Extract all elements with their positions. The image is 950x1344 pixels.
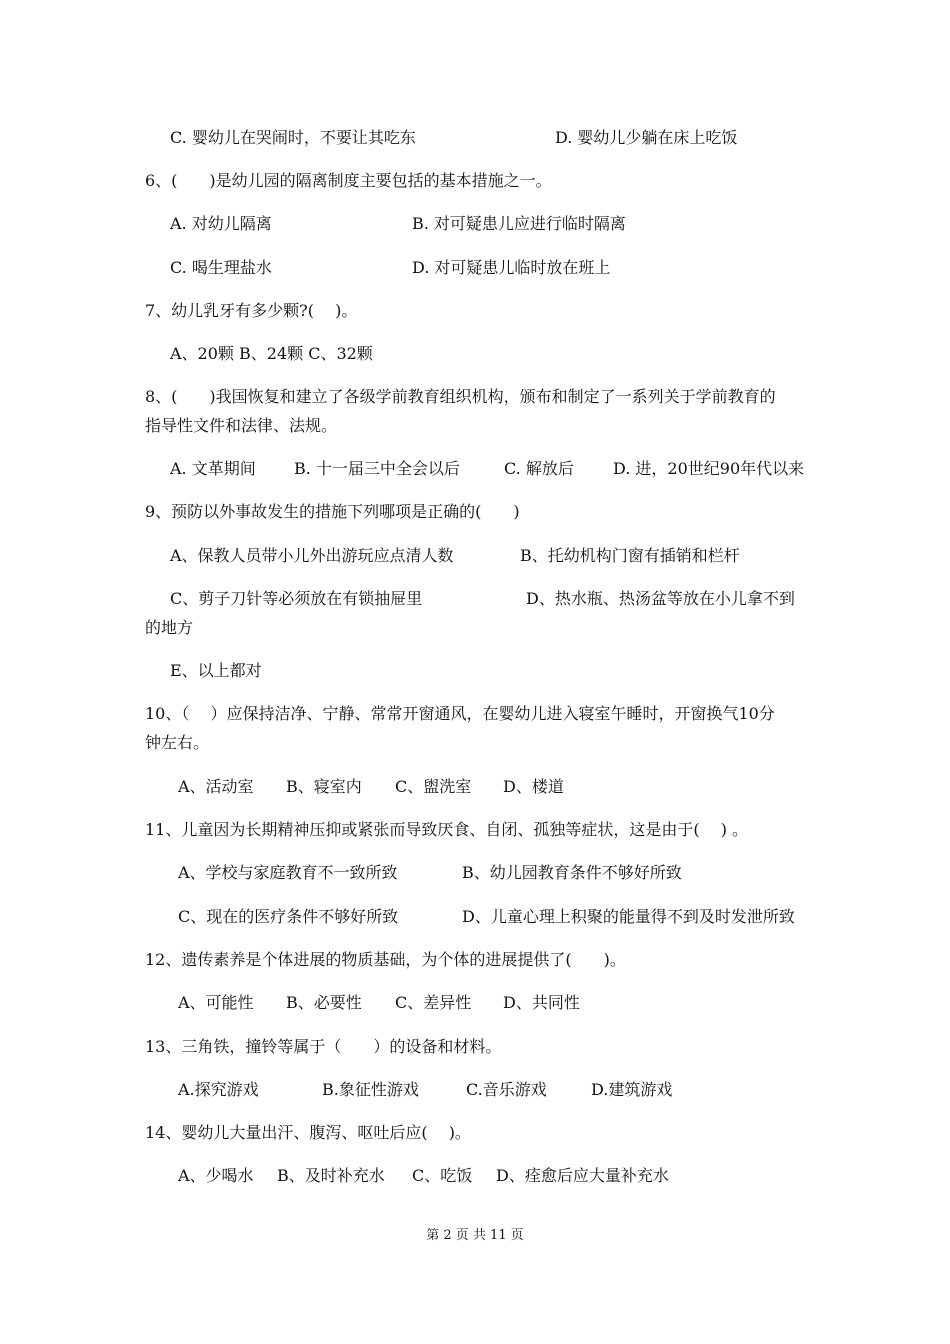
page-footer: 第 2 页 共 11 页 <box>426 1228 524 1243</box>
q10-option-b: B、寝室内 <box>286 777 362 796</box>
q8-option-d: D. 进，20世纪90年代以来 <box>613 459 805 478</box>
q9-stem: 9、预防以外事故发生的措施下列哪项是正确的( ) <box>145 502 520 521</box>
q14-option-a: A、少喝水 <box>178 1166 254 1185</box>
q11-option-d: D、儿童心理上积聚的能量得不到及时发泄所致 <box>462 907 795 926</box>
q10-option-a: A、活动室 <box>178 777 254 796</box>
q6-option-c: C. 喝生理盐水 <box>170 258 272 277</box>
q8-stem-line-1: 8、( )我国恢复和建立了各级学前教育组织机构，颁布和制定了一系列关于学前教育的 <box>145 387 776 406</box>
q12-option-c: C、差异性 <box>395 993 472 1012</box>
q8-stem-line-2: 指导性文件和法律、法规。 <box>145 416 338 435</box>
q10-option-c: C、盥洗室 <box>395 777 472 796</box>
q9-option-d-line-1: D、热水瓶、热汤盆等放在小儿拿不到 <box>526 589 795 608</box>
q14-option-d: D、痊愈后应大量补充水 <box>496 1166 669 1185</box>
q7-options: A、20颗 B、24颗 C、32颗 <box>170 344 373 363</box>
q13-option-b: B.象征性游戏 <box>322 1080 419 1099</box>
q7-stem: 7、幼儿乳牙有多少颗?( )。 <box>145 301 358 320</box>
q13-option-c: C.音乐游戏 <box>466 1080 547 1099</box>
q9-option-c: C、剪子刀针等必须放在有锁抽屉里 <box>170 589 423 608</box>
q10-stem-line-1: 10、（ ）应保持洁净、宁静、常常开窗通风，在婴幼儿进入寝室午睡时，开窗换气10分 <box>145 704 775 723</box>
q12-stem: 12、遗传素养是个体进展的物质基础，为个体的进展提供了( )。 <box>145 950 626 969</box>
q12-option-d: D、共同性 <box>503 993 580 1012</box>
q11-option-a: A、学校与家庭教育不一致所致 <box>178 863 398 882</box>
q6-stem: 6、( )是幼儿园的隔离制度主要包括的基本措施之一。 <box>145 171 552 190</box>
q8-option-b: B. 十一届三中全会以后 <box>294 459 460 478</box>
q9-option-a: A、保教人员带小儿外出游玩应点清人数 <box>170 546 454 565</box>
q11-option-c: C、现在的医疗条件不够好所致 <box>178 907 399 926</box>
q9-option-d-line-2: 的地方 <box>145 618 194 637</box>
q12-option-a: A、可能性 <box>178 993 254 1012</box>
q6-option-a: A. 对幼儿隔离 <box>170 214 272 233</box>
q12-option-b: B、必要性 <box>286 993 362 1012</box>
q13-stem: 13、三角铁，撞铃等属于（ ）的设备和材料。 <box>145 1037 502 1056</box>
q8-option-c: C. 解放后 <box>504 459 574 478</box>
q10-option-d: D、楼道 <box>503 777 564 796</box>
q11-option-b: B、幼儿园教育条件不够好所致 <box>462 863 682 882</box>
q13-option-a: A.探究游戏 <box>178 1080 259 1099</box>
q13-option-d: D.建筑游戏 <box>591 1080 673 1099</box>
q6-option-d: D. 对可疑患儿临时放在班上 <box>412 258 611 277</box>
q10-stem-line-2: 钟左右。 <box>145 733 210 752</box>
q8-option-a: A. 文革期间 <box>170 459 256 478</box>
q14-stem: 14、婴幼儿大量出汗、腹泻、呕吐后应( )。 <box>145 1123 471 1142</box>
q14-option-b: B、及时补充水 <box>277 1166 385 1185</box>
q9-option-e: E、以上都对 <box>170 661 262 680</box>
q5-option-d: D. 婴幼儿少躺在床上吃饭 <box>555 128 738 147</box>
q11-stem: 11、儿童因为长期精神压抑或紧张而导致厌食、自闭、孤独等症状，这是由于( ) 。 <box>145 820 749 839</box>
q14-option-c: C、吃饭 <box>412 1166 473 1185</box>
q9-option-b: B、托幼机构门窗有插销和栏杆 <box>520 546 740 565</box>
q5-option-c: C. 婴幼儿在哭闹时，不要让其吃东 <box>170 128 416 147</box>
q6-option-b: B. 对可疑患儿应进行临时隔离 <box>412 214 626 233</box>
